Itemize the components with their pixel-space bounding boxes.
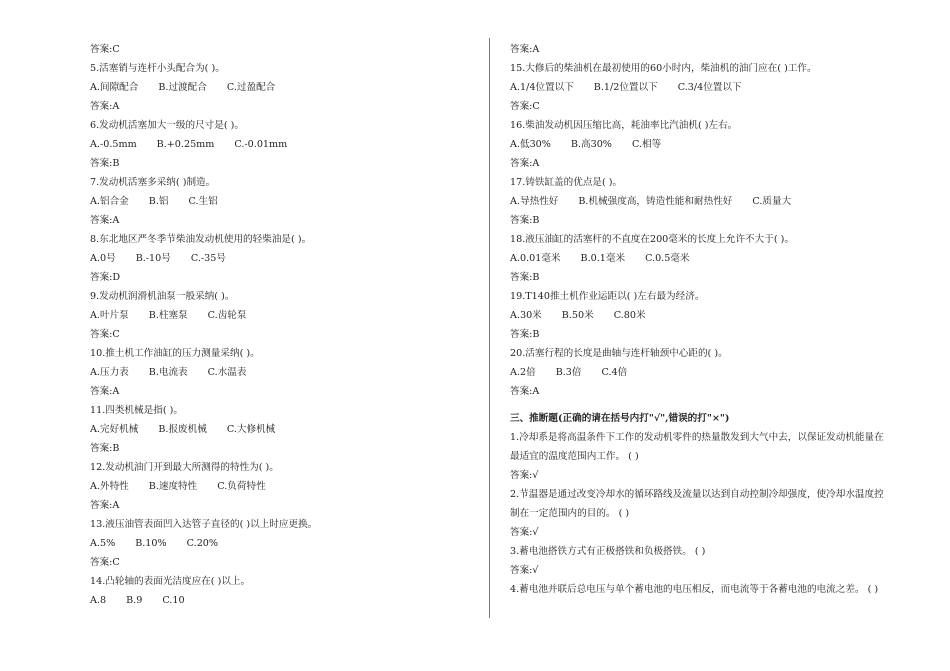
answer-options (510, 135, 890, 154)
answer-line: 答案:C (90, 329, 120, 340)
option-text: C.10 (162, 595, 185, 606)
answer-options (90, 534, 470, 553)
option-text: B.3倍 (555, 367, 582, 378)
answer-line: 答案:A (90, 215, 120, 226)
answer-line: 答案:B (510, 215, 540, 226)
option-text: A.叶片泵 (90, 310, 129, 321)
answer-line: 答案:D (90, 272, 121, 283)
option-text: A.导热性好 (510, 196, 559, 207)
question-text: 9.发动机润滑机油泵一般采纳( )。 (90, 291, 235, 302)
option-text: B.9 (126, 595, 143, 606)
option-text: C.-35号 (190, 253, 226, 264)
option-text: B.-10号 (135, 253, 171, 264)
answer-options (90, 420, 470, 439)
question-text: 7.发动机活塞多采纳( )制造。 (90, 177, 216, 188)
question-text: 20.活塞行程的长度是曲轴与连杆轴颈中心距的( )。 (510, 348, 728, 359)
answer-line: 答案:C (90, 44, 120, 55)
question-text: 18.液压油缸的活塞杆的不直度在200毫米的长度上允许不大于( )。 (510, 234, 794, 245)
answer-line: 答案:A (90, 500, 120, 511)
option-text: A.压力表 (90, 367, 129, 378)
answer-line: 答案:C (90, 557, 120, 568)
option-text: B.柱塞泵 (148, 310, 188, 321)
option-text: A.2倍 (510, 367, 536, 378)
option-text: A.-0.5mm (90, 139, 137, 150)
answer-options (510, 192, 890, 211)
question-text: 12.发动机油门开到最大所测得的特性为( )。 (90, 462, 279, 473)
right-column (510, 40, 890, 599)
answer-options (90, 306, 470, 325)
question-text: 2.节温器是通过改变冷却水的循环路线及流量以达到自动控制冷却强度，使冷却水温度控制在一定范围内的目的。 ( ) (510, 489, 884, 519)
answer-line: 答案:B (510, 272, 540, 283)
answer-line: 答案:A (90, 101, 120, 112)
option-text: A.8 (90, 595, 107, 606)
answer-options (90, 192, 470, 211)
option-text: C.生铝 (188, 196, 218, 207)
option-text: B.报废机械 (158, 424, 207, 435)
answer-line: 答案:A (510, 44, 540, 55)
answer-line: 答案:A (510, 158, 540, 169)
answer-options (510, 78, 890, 97)
option-text: B.10% (135, 538, 167, 549)
option-text: A.5% (90, 538, 116, 549)
question-text: 6.发动机活塞加大一级的尺寸是( )。 (90, 120, 245, 131)
option-text: A.完好机械 (90, 424, 139, 435)
option-text: C.大修机械 (226, 424, 276, 435)
answer-line: 答案:√ (510, 565, 539, 576)
section-heading: 三、推断题(正确的请在括号内打"√",错误的打"×") (510, 413, 730, 424)
answer-line: 答案:B (510, 329, 540, 340)
question-text: 17.铸铁缸盖的优点是( )。 (510, 177, 623, 188)
option-text: C.80米 (613, 310, 646, 321)
question-text: 5.活塞销与连杆小头配合为( )。 (90, 63, 225, 74)
option-text: B.50米 (561, 310, 594, 321)
option-text: B.+0.25mm (156, 139, 215, 150)
question-text: 10.推土机工作油缸的压力测量采纳( )。 (90, 348, 260, 359)
option-text: B.过渡配合 (158, 82, 207, 93)
answer-options (510, 363, 890, 382)
column-divider (489, 38, 490, 618)
option-text: C.-0.01mm (234, 139, 288, 150)
option-text: B.电流表 (148, 367, 188, 378)
option-text: A.间隙配合 (90, 82, 139, 93)
left-column (90, 40, 470, 610)
option-text: C.负荷特性 (217, 481, 266, 492)
question-text: 1.冷却系是将高温条件下工作的发动机零件的热量散发到大气中去，以保证发动机能量在最适宜的温度范围内工作。 ( ) (510, 432, 884, 462)
option-text: C.4倍 (601, 367, 628, 378)
answer-options (510, 249, 890, 268)
option-text: A.0.01毫米 (510, 253, 561, 264)
answer-options (90, 249, 470, 268)
question-text: 3.蓄电池搭铁方式有正极搭铁和负极搭铁。 ( ) (510, 546, 706, 557)
answer-line: 答案:√ (510, 527, 539, 538)
question-text: 11.四类机械是指( )。 (90, 405, 183, 416)
answer-line: 答案:A (510, 386, 540, 397)
question-text: 4.蓄电池并联后总电压与单个蓄电池的电压相反，而电流等于各蓄电池的电流之差。 ( ) (510, 584, 879, 595)
question-text: 16.柴油发动机因压缩比高，耗油率比汽油机( )左右。 (510, 120, 738, 131)
option-text: C.0.5毫米 (645, 253, 690, 264)
answer-line: 答案:A (90, 386, 120, 397)
question-text: 15.大修后的柴油机在最初使用的60小时内，柴油机的油门应在( )工作。 (510, 63, 817, 74)
option-text: A.1/4位置以下 (510, 82, 574, 93)
option-text: C.质量大 (752, 196, 792, 207)
answer-options (90, 78, 470, 97)
option-text: C.相等 (631, 139, 662, 150)
option-text: B.1/2位置以下 (593, 82, 658, 93)
question-text: 8.东北地区严冬季节柴油发动机使用的轻柴油是( )。 (90, 234, 312, 245)
answer-options (90, 591, 470, 610)
answer-options (90, 477, 470, 496)
option-text: A.铝合金 (90, 196, 129, 207)
option-text: C.3/4位置以下 (677, 82, 742, 93)
option-text: B.速度特性 (148, 481, 198, 492)
option-text: B.铝 (148, 196, 169, 207)
option-text: B.机械强度高，铸造性能和耐热性好 (578, 196, 733, 207)
question-text: 19.T140推土机作业运距以( )左右最为经济。 (510, 291, 705, 302)
option-text: A.外特性 (90, 481, 129, 492)
option-text: B.高30% (570, 139, 612, 150)
option-text: C.过盈配合 (226, 82, 276, 93)
answer-line: 答案:B (90, 443, 120, 454)
option-text: C.水温表 (207, 367, 247, 378)
answer-options (510, 306, 890, 325)
question-text: 14.凸轮轴的表面光洁度应在( )以上。 (90, 576, 251, 587)
option-text: B.0.1毫米 (580, 253, 626, 264)
answer-options (90, 135, 470, 154)
option-text: C.齿轮泵 (207, 310, 247, 321)
option-text: C.20% (186, 538, 219, 549)
answer-options (90, 363, 470, 382)
answer-line: 答案:C (510, 101, 540, 112)
answer-line: 答案:√ (510, 470, 539, 481)
question-text: 13.液压油管表面凹入达管子直径的( )以上时应更换。 (90, 519, 318, 530)
option-text: A.30米 (510, 310, 542, 321)
option-text: A.0号 (90, 253, 116, 264)
answer-line: 答案:B (90, 158, 120, 169)
option-text: A.低30% (510, 139, 551, 150)
